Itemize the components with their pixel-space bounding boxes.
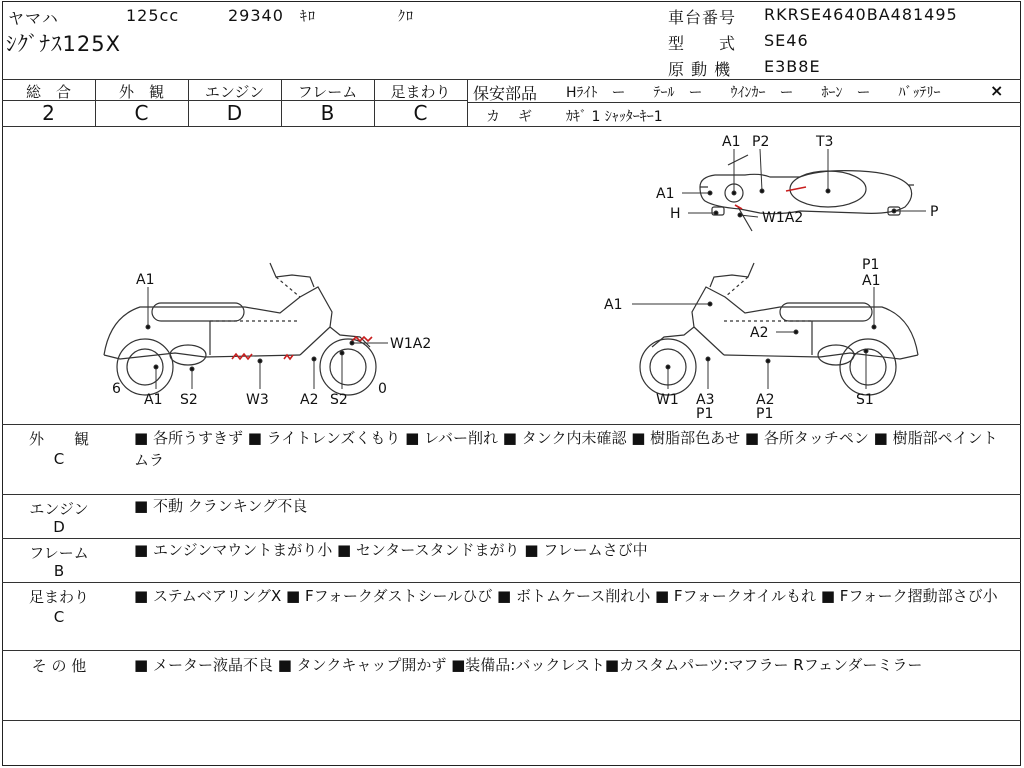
remark-text-engine: ■ 不動 クランキング不良 xyxy=(134,497,308,515)
displacement: 125cc xyxy=(126,6,180,25)
label-top-a1: A1 xyxy=(722,134,741,150)
engine-value: E3B8E xyxy=(764,57,821,76)
label-top-a1-left: A1 xyxy=(656,186,675,202)
remark-text-suspension: ■ ステムベアリングX ■ Fフォークダストシールひび ■ ボトムケース削れ小 ■ Fフォークオイルもれ ■ Fフォーク摺動部さび小 xyxy=(134,587,998,605)
remark-title-engine: エンジン xyxy=(29,500,89,518)
divider xyxy=(2,582,1021,583)
label-right-p1-b: P1 xyxy=(756,406,774,422)
divider xyxy=(468,102,1021,103)
label-left-0: 0 xyxy=(378,381,387,397)
remark-grade-exterior: C xyxy=(53,450,65,468)
label-right-a3: A3 xyxy=(696,392,715,408)
grade-frame-label: フレーム xyxy=(297,83,358,101)
mileage-unit: ｷﾛ xyxy=(300,9,316,25)
safety-items: Hﾗｲﾄ ー ﾃｰﾙ ー ｳｲﾝｶｰ ー ﾎｰﾝ ー ﾊﾞｯﾃﾘｰ xyxy=(566,85,941,101)
label-left-6: 6 xyxy=(112,381,121,397)
key-value: ｶｷﾞ 1 ｼｬｯﾀｰｷｰ1 xyxy=(566,109,663,125)
damage-marks xyxy=(232,187,806,359)
remark-title-suspension: 足まわり xyxy=(28,588,89,606)
color: ｸﾛ xyxy=(398,9,414,25)
remark-title-frame: フレーム xyxy=(29,544,89,562)
maker: ヤマハ xyxy=(8,9,59,28)
remark-grade-suspension: C xyxy=(53,608,65,626)
model-name: ｼｸﾞﾅｽ125X xyxy=(6,32,121,56)
label-left-a1: A1 xyxy=(136,272,155,288)
grade-overall-label: 総 合 xyxy=(25,83,71,101)
label-top-p: P xyxy=(930,204,939,220)
label-right-p1-top: P1 xyxy=(862,257,880,273)
label-right-a1-top: A1 xyxy=(862,273,881,289)
key-label: カ ギ xyxy=(486,109,534,125)
label-right-a2-bottom: A2 xyxy=(756,392,775,408)
frame-no: RKRSE4640BA481495 xyxy=(764,5,958,24)
remark-title-exterior: 外 観 xyxy=(28,430,89,448)
safety-label: 保安部品 xyxy=(473,84,538,103)
remark-text-exterior: ■ 各所うすきず ■ ライトレンズくもり ■ レバー削れ ■ タンク内未確認 ■ 樹脂部色あせ ■ 各所タッチペン ■ 樹脂部ペイントムラ xyxy=(134,429,998,469)
label-left-w3: W3 xyxy=(246,392,269,408)
remark-title-other: そ の 他 xyxy=(31,657,87,675)
remark-grade-frame: B xyxy=(53,562,65,580)
divider xyxy=(2,79,1021,80)
label-right-p1-a: P1 xyxy=(696,406,714,422)
grade-exterior-label: 外 観 xyxy=(118,83,164,101)
divider xyxy=(467,79,468,126)
diagram-labels xyxy=(112,134,938,422)
grade-engine-label: エンジン xyxy=(204,83,265,101)
grade-engine-value: D xyxy=(226,101,243,125)
engine-label: 原 動 機 xyxy=(668,60,732,79)
label-right-a1: A1 xyxy=(604,297,623,313)
remark-grade-engine: D xyxy=(53,518,65,536)
remark-text-frame: ■ エンジンマウントまがり小 ■ センタースタンドまがり ■ フレームさび中 xyxy=(134,541,648,559)
divider xyxy=(2,424,1021,425)
label-left-w1a2: W1A2 xyxy=(390,336,432,352)
type-value: SE46 xyxy=(764,31,809,50)
label-left-a1-bottom: A1 xyxy=(144,392,163,408)
label-top-t3: T3 xyxy=(816,134,834,150)
label-left-s2b: S2 xyxy=(330,392,348,408)
grade-exterior-value: C xyxy=(134,101,149,125)
divider xyxy=(2,650,1021,651)
grade-overall-value: 2 xyxy=(42,101,55,125)
type-label: 型 式 xyxy=(668,34,737,53)
mileage: 29340 xyxy=(228,6,284,25)
grade-suspension-label: 足まわり xyxy=(390,83,451,101)
damage-diagram xyxy=(0,127,1024,424)
battery-missing-mark: × xyxy=(990,81,1004,100)
label-right-s1: S1 xyxy=(856,392,874,408)
label-left-s2: S2 xyxy=(180,392,198,408)
frame-no-label: 車台番号 xyxy=(668,8,737,27)
label-right-a2: A2 xyxy=(750,325,769,341)
label-top-p2: P2 xyxy=(752,134,770,150)
label-top-h: H xyxy=(670,206,681,222)
label-top-w1a2: W1A2 xyxy=(762,210,804,226)
label-left-a2: A2 xyxy=(300,392,319,408)
remark-text-other: ■ メーター液晶不良 ■ タンクキャップ開かず ■装備品:バックレスト■カスタムパーツ:マフラー Rフェンダーミラー xyxy=(134,656,923,674)
divider xyxy=(2,720,1021,721)
label-right-w1: W1 xyxy=(656,392,679,408)
grade-suspension-value: C xyxy=(413,101,428,125)
grade-frame-value: B xyxy=(320,101,335,125)
